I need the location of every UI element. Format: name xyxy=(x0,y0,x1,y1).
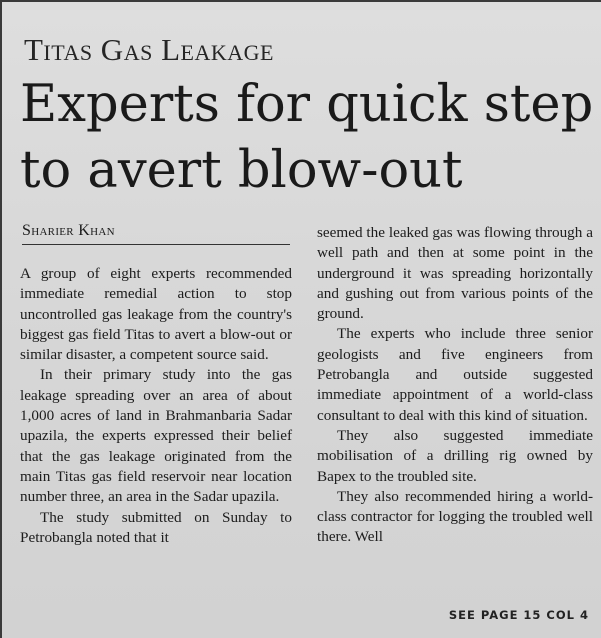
article-column-2 xyxy=(317,223,593,548)
paragraph: A group of eight experts recommended immediate remedial action to stop uncontrolled gas leakage from the country's biggest gas field Titas to avert a blow-out or similar disaster, a competent source said. xyxy=(20,265,292,364)
byline: Sharier Khan xyxy=(22,222,290,245)
headline-line-2: to avert blow-out xyxy=(20,141,463,200)
paragraph: In their primary study into the gas leakage spreading over an area of about 1,000 acres of land in Brahmanbaria Sadar upazila, the experts expressed their belief that the gas leakage originated from the main Titas gas field reservoir near location number three, an area in the Sadar upazila. xyxy=(20,366,292,506)
paragraph: seemed the leaked gas was flowing through a well path and then at some point in the underground it was spreading horizontally and gushing out from various points of the ground. xyxy=(317,224,593,323)
paragraph: They also recommended hiring a world-class contractor for logging the troubled well there. Well xyxy=(317,487,593,546)
kicker: Titas Gas Leakage xyxy=(24,32,274,67)
paragraph: They also suggested immediate mobilisation of a drilling rig owned by Bapex to the troubled site. xyxy=(317,426,593,485)
headline xyxy=(20,72,594,204)
continuation-jump-line: SEE PAGE 15 COL 4 xyxy=(448,608,589,622)
paragraph: The study submitted on Sunday to Petrobangla noted that it xyxy=(20,508,292,546)
paragraph: The experts who include three senior geologists and five engineers from Petrobangla and outside suggested immediate appointment of a world-class consultant to deal with this kind of situation. xyxy=(317,325,593,424)
headline-line-1: Experts for quick step xyxy=(20,75,594,134)
article-column-1 xyxy=(20,264,292,548)
